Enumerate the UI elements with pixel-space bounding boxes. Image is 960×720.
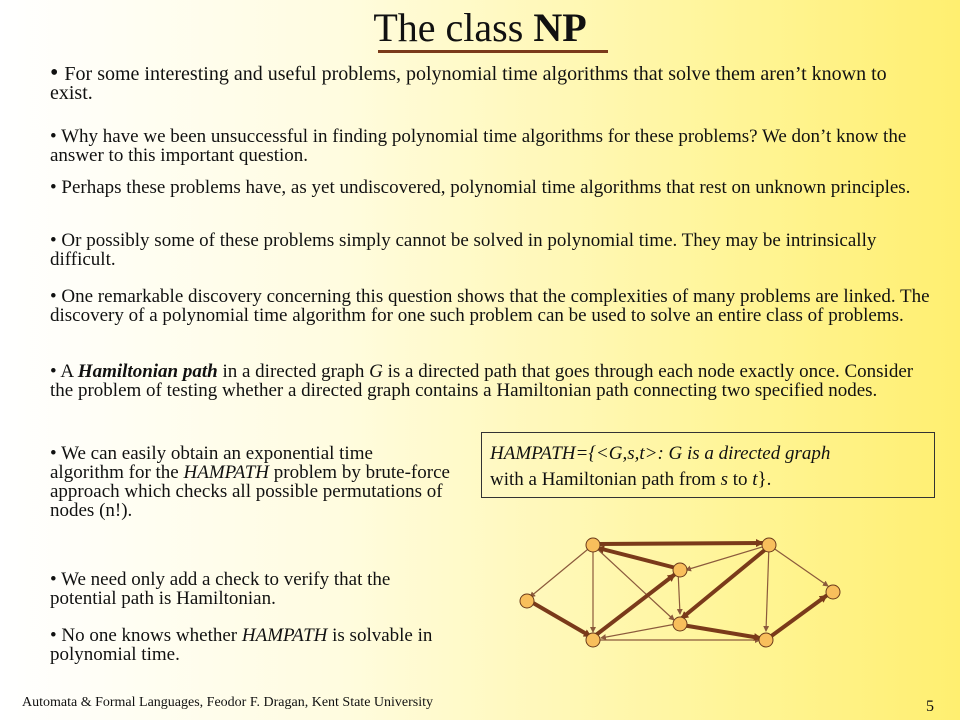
hamiltonian-path-edge xyxy=(770,596,826,637)
hamiltonian-path-edge xyxy=(598,543,762,544)
graph-node xyxy=(586,538,600,552)
graph-edge xyxy=(766,545,769,631)
graph-node xyxy=(586,633,600,647)
bullet-3: • Perhaps these problems have, as yet undiscovered, polynomial time algorithms that rest on unknown principles. xyxy=(50,177,911,198)
bullet-5: • One remarkable discovery concerning this question shows that the complexities of many problems are linked. The discovery of a polynomial time algorithm for one such problem can be used to solve an entire class of problems. xyxy=(50,286,930,326)
graph-edge xyxy=(601,624,676,638)
slide-title: The class NP xyxy=(373,5,587,50)
hampath-definition-line1: HAMPATH={<G,s,t>: G is a directed graph xyxy=(490,443,831,464)
graph-node xyxy=(673,563,687,577)
hampath-definition-line2: with a Hamiltonian path from s to t}. xyxy=(490,469,772,490)
bullet-2: • Why have we been unsuccessful in finding polynomial time algorithms for these problems? We don’t know the answer to this important question. xyxy=(50,126,907,166)
graph-edge xyxy=(530,545,593,597)
page-number: 5 xyxy=(926,698,934,715)
lower-bullet-3: • No one knows whether HAMPATH is solvable in polynomial time. xyxy=(50,625,433,665)
bullet-4: • Or possibly some of these problems simply cannot be solved in polynomial time. They may be intrinsically difficult. xyxy=(50,230,877,270)
graph-node xyxy=(762,538,776,552)
graph-node xyxy=(673,617,687,631)
footer-credit: Automata & Formal Languages, Feodor F. Dragan, Kent State University xyxy=(22,695,434,710)
graph-edge xyxy=(769,545,828,586)
lower-bullet-2: • We need only add a check to verify that the potential path is Hamiltonian. xyxy=(50,569,391,609)
hamiltonian-path-edge xyxy=(682,549,766,618)
graph-node xyxy=(826,585,840,599)
bullet-1: • For some interesting and useful problems, polynomial time algorithms that solve them aren’t known to exist. xyxy=(50,60,887,104)
hamiltonian-path-edge xyxy=(598,548,676,568)
lower-bullet-1: • We can easily obtain an exponential time algorithm for the HAMPATH problem by brute-force approach which checks all possible permutations of nodes (n!). xyxy=(50,443,450,521)
hamiltonian-path-edge xyxy=(528,600,590,636)
graph-node xyxy=(520,594,534,608)
hamiltonian-path-edge xyxy=(682,625,760,638)
bullet-6: • A Hamiltonian path in a directed graph G is a directed path that goes through each node exactly once. Consider the problem of testing whether a directed graph contains a Hamiltonian path connecting two specified nodes. xyxy=(50,361,914,401)
graph-node xyxy=(759,633,773,647)
